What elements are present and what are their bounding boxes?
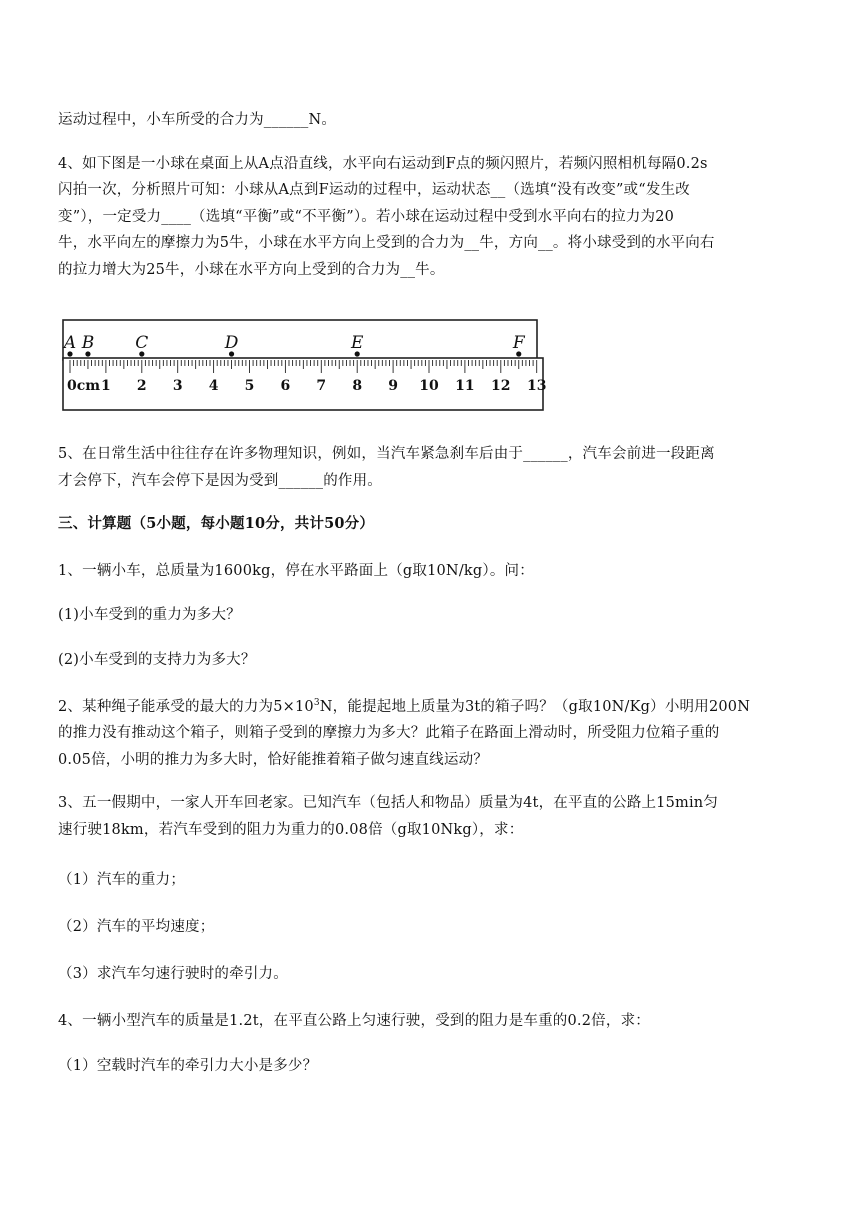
point-label: F: [512, 333, 525, 353]
question-4-line-4: 牛，水平向左的摩擦力为5牛，小球在水平方向上受到的合力为__牛，方向__。将小球受到的水平向右: [58, 235, 715, 251]
calc-2-line-3: 0.05倍，小明的推力为多大时，恰好能推着箱子做匀速直线运动？: [58, 752, 488, 768]
calc-2-line-2: 的推力没有推动这个箱子，则箱子受到的摩擦力为多大？此箱子在路面上滑动时，所受阻力位箱子重的: [58, 725, 720, 741]
calc-1-line: 1、一辆小车，总质量为1600kg，停在水平路面上（g取10N/kg）。问：: [58, 563, 534, 579]
question-4-line-2: 闪拍一次，分析照片可知：小球从A点到F运动的过程中，运动状态__（选填“没有改变”或“发生改: [58, 182, 690, 198]
calc-4-part-1: （1）空载时汽车的牵引力大小是多少？: [58, 1058, 318, 1074]
calc-2-text-b: N，能提起地上质量为3t的箱子吗？（g取10N/Kg）小明用200N: [319, 699, 751, 715]
ruler-tick-label: 1: [101, 378, 111, 394]
text-line: 运动过程中，小车所受的合力为______N。: [58, 112, 337, 128]
ruler-tick-label: 10: [419, 378, 439, 394]
point-label: C: [135, 333, 149, 353]
ruler-tick-label: 6: [280, 378, 291, 394]
question-4-line-5: 的拉力增大为25牛，小球在水平方向上受到的合力为__牛。: [58, 262, 445, 278]
ruler-tick-label: 5: [244, 378, 255, 394]
ruler-tick-label: 9: [388, 378, 398, 394]
calc-1-part-2: (2)小车受到的支持力为多大？: [58, 652, 256, 668]
calc-2-text-a: 2、某种绳子能承受的最大的力为5×10: [58, 699, 314, 715]
ruler-tick-label: 13: [526, 378, 546, 394]
question-5-line-2: 才会停下，汽车会停下是因为受到______的作用。: [58, 473, 382, 489]
calc-1-part-1: (1)小车受到的重力为多大？: [58, 607, 241, 623]
ruler-svg: [60, 318, 546, 414]
ruler-tick-label: 11: [455, 378, 475, 394]
ruler-figure: [60, 318, 546, 414]
calc-3-line-2: 速行驶18km，若汽车受到的阻力为重力的0.08倍（g取10Nkg），求：: [58, 822, 524, 838]
question-4-line-1: 4、如下图是一小球在桌面上从A点沿直线，水平向右运动到F点的频闪照片，若频闪照相机每隔0.2s: [58, 156, 708, 172]
calc-3-part-3: （3）求汽车匀速行驶时的牵引力。: [58, 966, 288, 982]
question-5-line-1: 5、在日常生活中往往存在许多物理知识，例如，当汽车紧急刹车后由于______，汽车会前进一段距离: [58, 446, 715, 462]
photo-strip: [63, 320, 537, 360]
ruler-tick-label: 4: [208, 378, 219, 394]
ruler-tick-label: 3: [172, 378, 183, 394]
question-4-line-3: 变”），一定受力____（选填“平衡”或“不平衡”）。若小球在运动过程中受到水平向右的拉力为20: [58, 209, 675, 225]
point-label: B: [81, 333, 95, 353]
calc-4-line-1: 4、一辆小型汽车的质量是1.2t，在平直公路上匀速行驶，受到的阻力是车重的0.2倍，求：: [58, 1013, 650, 1029]
calc-3-part-1: （1）汽车的重力；: [58, 872, 186, 888]
ruler-tick-label: 12: [491, 378, 511, 394]
point-label: D: [224, 333, 239, 353]
calc-3-part-2: （2）汽车的平均速度；: [58, 919, 215, 935]
point-label: E: [350, 333, 364, 353]
calc-2-line-1: [58, 697, 750, 717]
calc-2-exponent: 3: [313, 698, 320, 709]
ruler-tick-label: 8: [352, 378, 363, 394]
calc-3-line-1: 3、五一假期中，一家人开车回老家。已知汽车（包括人和物品）质量为4t，在平直的公路上15min匀: [58, 795, 719, 811]
ruler-tick-label: 0cm: [67, 378, 101, 394]
point-label: A: [63, 333, 77, 353]
section-heading: 三、计算题（5小题，每小题10分，共计50分）: [58, 515, 375, 532]
ruler-tick-label: 2: [136, 378, 147, 394]
ruler-tick-label: 7: [316, 378, 327, 394]
